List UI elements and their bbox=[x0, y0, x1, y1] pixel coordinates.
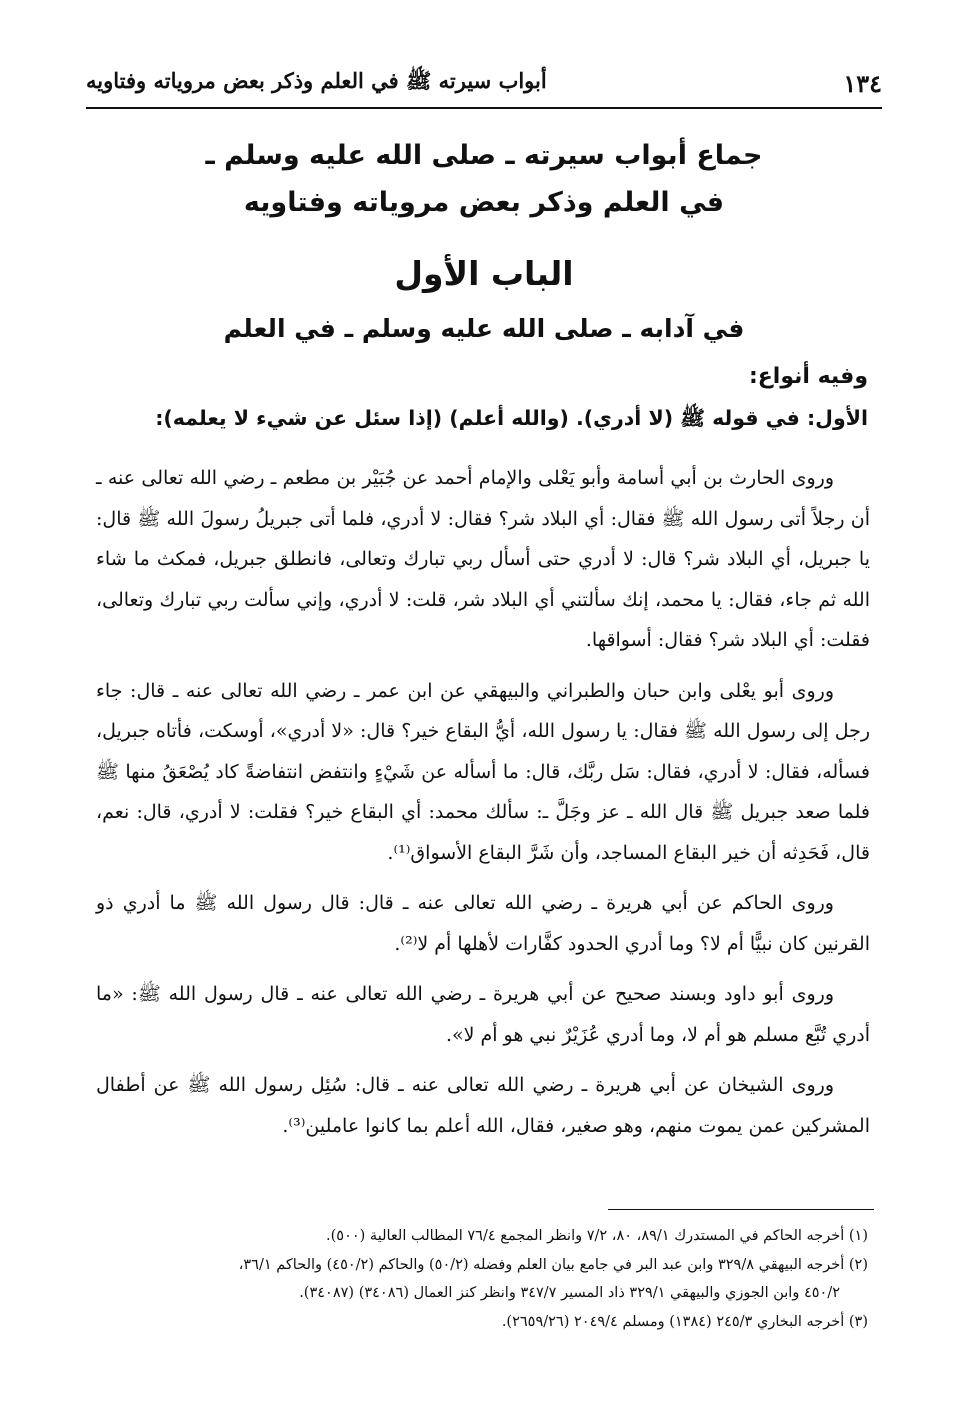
footnotes bbox=[96, 1222, 868, 1336]
page-number: ١٣٤ bbox=[843, 69, 882, 98]
sub-heading: الأول: في قوله ﷺ (لا أدري). (والله أعلم) (إذا سئل عن شيء لا يعلمه): bbox=[155, 406, 868, 430]
section-title bbox=[90, 132, 878, 226]
footnote-2-continued: ٤٥٠/٢ وابن الجوزي والبيهقي ٣٢٩/١ ذاد المسير ٣٤٧/٧ وانظر كنز العمال (٣٤٠٨٦) (٣٤٠٨٧). bbox=[299, 1285, 840, 1301]
paragraph: وروى الشيخان عن أبي هريرة ـ رضي الله تعالى عنه ـ قال: سُئِل رسول الله ﷺ عن أطفال المشركين عمن يموت منهم، وهو صغير، فقال، الله أعلم بما كانوا عاملين⁽³⁾. bbox=[96, 1074, 870, 1137]
paragraph: وروى أبو يعْلى وابن حبان والطبراني والبيهقي عن ابن عمر ـ رضي الله تعالى عنه ـ قال: جاء رجل إلى رسول الله ﷺ فقال: يا رسول الله، أيُّ البقاع خير؟ قال: «لا أدري»، أوسكت، فأتاه جبريل، فسأله، فقال: لا أدري، فقال: سَل ربَّك، قال: ما أسأله عن شَيْءٍ وانتفض انتفاضةً كاد يُصْعَقُ منها ﷺ فلما صعد جبريل ﷺ قال الله ـ عز وجَلَّ ـ: سألك محمد: أي البقاع خير؟ فقلت: لا أدري، قال: نعم، قال، فَحَدِثه أن خير البقاع المساجد، وأن شَرَّ البقاع الأسواق⁽¹⁾. bbox=[96, 679, 871, 864]
footnote-2: (٢) أخرجه البيهقي ٣٢٩/٨ وابن عبد البر في جامع بيان العلم وفضله (٥٠/٢) والحاكم (٤٥٠/٢) والحاكم ٣٦/١، bbox=[238, 1256, 868, 1273]
footnote-1: (١) أخرجه الحاكم في المستدرك ٨٩/١، ٨٠، ٧/٢ وانظر المجمع ٧٦/٤ المطالب العالية (٥٠٠). bbox=[326, 1228, 868, 1244]
section-title-line-1: جماع أبواب سيرته ـ صلى الله عليه وسلم ـ bbox=[205, 140, 763, 171]
body-text bbox=[96, 458, 870, 1156]
footnote-divider bbox=[608, 1209, 874, 1210]
running-title: أبواب سيرته ﷺ في العلم وذكر بعض مروياته وفتاويه bbox=[86, 68, 547, 93]
paragraph: وروى الحاكم عن أبي هريرة ـ رضي الله تعالى عنه ـ قال: قال رسول الله ﷺ ما أدري ذو القرنين كان نبيًّا أم لا؟ وما أدري الحدود كفَّارات لأهلها أم لا⁽²⁾. bbox=[96, 892, 870, 955]
chapter-subtitle: في آدابه ـ صلى الله عليه وسلم ـ في العلم bbox=[223, 314, 745, 343]
paragraph: وروى الحارث بن أبي أسامة وأبو يَعْلى والإمام أحمد عن جُبَيْر بن مطعم ـ رضي الله تعالى عنه ـ أن رجلاً أتى رسول الله ﷺ فقال: أي البلاد شر؟ فقال: لا أدري، فلما أتى جبريلُ رسولَ الله ﷺ قال: يا جبريل، أي البلاد شر؟ قال: لا أدري حتى أسأل ربي تبارك وتعالى، فانطلق جبريل، فمكث ما شاء الله ثم جاء، فقال: يا محمد، إنك سألتني أي البلاد شر، قلت: لا أدري، وإني سألت ربي تبارك وتعالى، فقلت: أي البلاد شر؟ فقال: أسواقها. bbox=[96, 467, 870, 651]
intro-line: وفيه أنواع: bbox=[748, 364, 868, 389]
paragraph: وروى أبو داود وبسند صحيح عن أبي هريرة ـ رضي الله تعالى عنه ـ قال رسول الله ﷺ: «ما أدري تُبَّع مسلم هو أم لا، وما أدري عُزَيْرٌ نبي هو أم لا». bbox=[96, 983, 870, 1046]
section-title-line-2: في العلم وذكر بعض مروياته وفتاويه bbox=[243, 187, 725, 218]
chapter-title: الباب الأول bbox=[394, 254, 574, 293]
running-header bbox=[86, 68, 882, 109]
footnote-3: (٣) أخرجه البخاري ٢٤٥/٣ (١٣٨٤) ومسلم ٢٠٤٩/٤ (٢٦٥٩/٢٦). bbox=[501, 1313, 868, 1330]
